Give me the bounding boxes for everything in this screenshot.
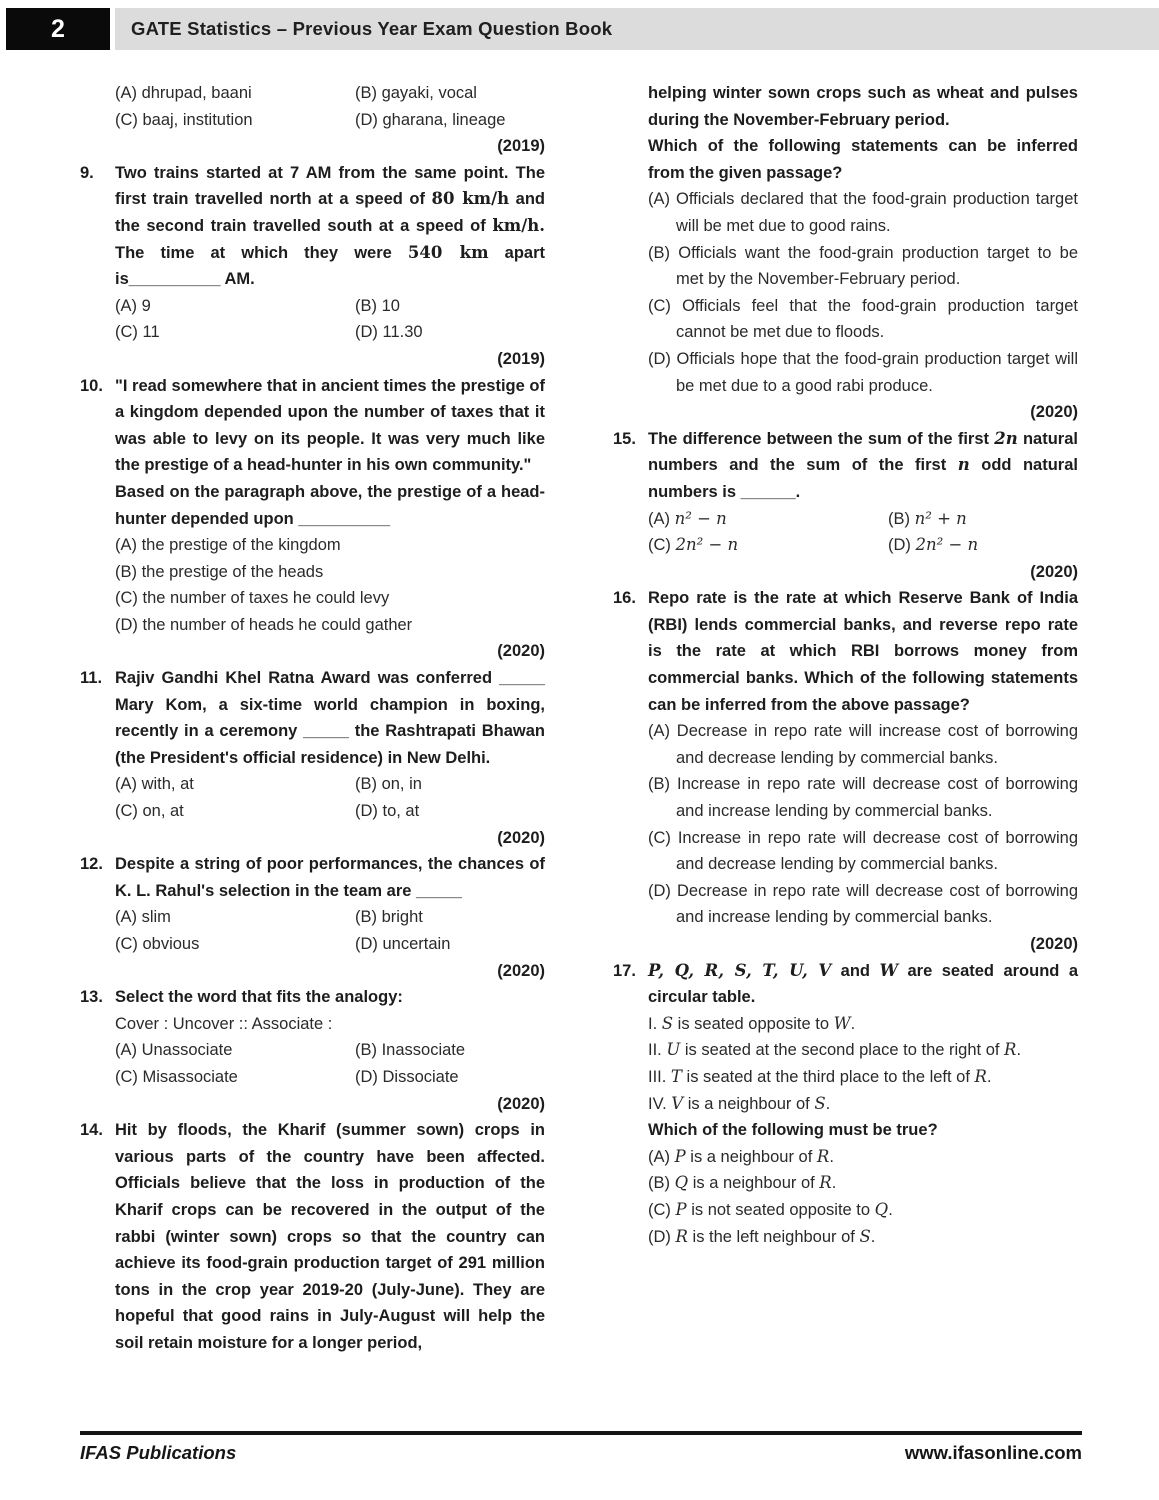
option (648, 186, 1078, 239)
text-run: 2n² − n (915, 535, 979, 555)
text-run: (A) 9 (115, 296, 151, 315)
text-run: Which of the following must be true? (648, 1121, 938, 1140)
text-run: is the left neighbour of (687, 1227, 860, 1246)
question-body (115, 160, 545, 373)
option (888, 532, 1078, 559)
year-label: (2020) (1030, 403, 1078, 422)
option (355, 1064, 545, 1091)
option (648, 771, 1078, 824)
paragraph (115, 984, 545, 1011)
option (115, 559, 545, 586)
question-body (648, 80, 1078, 426)
text-run: (C) Increase in repo rate will decrease cost of borrowing and decrease lending by commercial banks. (648, 828, 1078, 874)
year-label: (2020) (1030, 935, 1078, 953)
option (355, 771, 545, 798)
option (115, 532, 545, 559)
text-run: (C) on, at (115, 802, 184, 821)
text-run: II. (648, 1041, 667, 1060)
year-label: (2020) (497, 1094, 545, 1113)
left-column (80, 80, 545, 1357)
text-run: IV. (648, 1094, 672, 1113)
option (648, 506, 888, 533)
page-number: 2 (51, 14, 65, 43)
text-run: (D) the number of heads he could gather (115, 615, 413, 634)
question-number: 14. (80, 1121, 103, 1140)
text-run: odd natural numbers is ______. (648, 456, 1078, 501)
text-run: W (833, 1013, 851, 1033)
paragraph (648, 585, 1078, 718)
options-list (648, 1144, 1078, 1250)
option (115, 1064, 355, 1091)
paragraph (648, 426, 1078, 506)
paragraph (648, 958, 1078, 1011)
text-run: (D) uncertain (355, 935, 451, 953)
option (115, 1037, 355, 1064)
options-grid (115, 904, 545, 957)
options-grid (115, 771, 545, 824)
question-number: 12. (80, 855, 103, 874)
paragraph (115, 1011, 545, 1038)
text-run: (D) 11.30 (355, 323, 423, 342)
text-run: Select the word that fits the analogy: (115, 988, 403, 1007)
question-14 (80, 1117, 545, 1356)
question-number (80, 80, 115, 160)
options-list (648, 186, 1078, 399)
options-grid (115, 293, 545, 346)
options-grid (648, 506, 1078, 559)
text-run: and (831, 961, 880, 980)
text-run: (C) the number of taxes he could levy (115, 589, 390, 608)
text-run: (B) bright (355, 908, 423, 927)
question-body (648, 426, 1078, 586)
question-number: 10. (80, 376, 103, 395)
text-run: n² − n (674, 508, 727, 528)
option (115, 771, 355, 798)
paragraph (648, 80, 1078, 133)
year-label: (2019) (497, 349, 545, 368)
header-bar (115, 8, 1159, 50)
text-run: P (675, 1199, 687, 1219)
text-run: (A) slim (115, 908, 171, 927)
option (355, 80, 545, 107)
text-run: . (1016, 1041, 1022, 1060)
question-number: 13. (80, 988, 103, 1007)
text-run: is a neighbour of (683, 1094, 815, 1113)
text-run: (D) (648, 1227, 676, 1246)
text-run: R (675, 1226, 688, 1246)
option (115, 80, 355, 107)
text-run: (B) Inassociate (355, 1041, 466, 1060)
text-run: (C) obvious (115, 935, 200, 953)
option (115, 798, 355, 825)
text-run: (D) Officials hope that the food-grain production target will be met due to a good rabi produce. (648, 349, 1078, 395)
page-number-box (6, 8, 110, 50)
question-body (115, 665, 545, 851)
text-run: 2n (994, 428, 1018, 448)
option (648, 346, 1078, 399)
question-number: 17. (613, 961, 636, 980)
text-run: III. (648, 1067, 671, 1086)
text-run: (A) the prestige of the kingdom (115, 536, 341, 555)
option (355, 798, 545, 825)
question-number: 11. (80, 669, 103, 688)
text-run: (C) baaj, institution (115, 110, 253, 129)
text-run: The time at which they were (115, 243, 408, 262)
question-number: 16. (613, 589, 636, 608)
question-body (115, 1117, 545, 1356)
question-12 (80, 851, 545, 984)
text-run: are seated around a circular table. (648, 961, 1079, 1007)
text-run: natural numbers and the sum of the first (648, 429, 1078, 475)
text-run: (A) with, at (115, 775, 194, 794)
text-run: (C) Misassociate (115, 1067, 238, 1086)
option (115, 931, 355, 958)
text-run: P (674, 1146, 686, 1166)
question-number: 15. (613, 429, 636, 448)
text-run: (A) (648, 509, 675, 528)
option (115, 585, 545, 612)
text-run: (A) (648, 1147, 675, 1166)
paragraph (115, 1117, 545, 1356)
text-run: Based on the paragraph above, the prestige of a head-hunter depended upon __________ (115, 482, 545, 528)
option (648, 1144, 1078, 1171)
question-number: 9. (80, 163, 94, 182)
text-run: U (666, 1040, 681, 1060)
text-run: . (831, 1174, 837, 1193)
option (648, 532, 888, 559)
option (355, 904, 545, 931)
text-run: P, Q, R, S, T, U, V (648, 960, 832, 980)
question-11 (80, 665, 545, 851)
text-run: Despite a string of poor performances, the chances of K. L. Rahul's selection in the team are _____ (115, 855, 545, 900)
question-body (648, 585, 1078, 957)
question-10 (80, 373, 545, 666)
text-run: (D) to, at (355, 802, 420, 821)
text-run: (B) 10 (355, 296, 400, 315)
text-run: Rajiv Gandhi Khel Ratna Award was conferred _____ Mary Kom, a six-time world champion in boxing, recently in a ceremony _____ the Rashtrapati Bhawan (the President's official residence) in New Delhi. (115, 669, 545, 767)
paragraph (648, 1117, 1078, 1144)
text-run: . (888, 1200, 893, 1219)
text-run: . (829, 1147, 834, 1166)
text-run: "I read somewhere that in ancient times the prestige of a kingdom depended upon the number of taxes that it was able to levy on its people. It was very much like the prestige of a head-hunter in his own community." (115, 376, 545, 475)
option (648, 878, 1078, 931)
option (648, 718, 1078, 771)
options-grid (115, 80, 545, 133)
footer-publisher: IFAS Publications (80, 1442, 237, 1463)
text-run: (B) Increase in repo rate will decrease cost of borrowing and increase lending by commercial banks. (648, 775, 1078, 821)
option (648, 1037, 1078, 1064)
text-run: I. (648, 1014, 662, 1033)
option (355, 319, 545, 346)
options-list (648, 718, 1078, 931)
text-run: is a neighbour of (688, 1174, 820, 1193)
text-run: (D) Dissociate (355, 1067, 459, 1086)
options-list (648, 1011, 1078, 1117)
text-run: Which of the following statements can be inferred from the given passage? (648, 137, 1078, 182)
option (888, 506, 1078, 533)
text-run: Q (874, 1199, 889, 1219)
options-grid (115, 1037, 545, 1090)
text-run: is not seated opposite to (686, 1200, 875, 1219)
option (115, 904, 355, 931)
question-15 (613, 426, 1078, 586)
paragraph (115, 665, 545, 771)
question-continuation (613, 80, 1078, 426)
text-run: (D) Decrease in repo rate will decrease cost of borrowing and increase lending by commercial banks. (648, 881, 1078, 927)
question-continuation (80, 80, 545, 160)
text-run: Hit by floods, the Kharif (summer sown) crops in various parts of the country have been affected. Officials believe that the loss in production of the Kharif crops can be recovered in the output of the rabbi (winter sown) crops so that the country can achieve its food-grain production target of 291 million tons in the crop year 2019-20 (July-June). They are hopeful that good rains in July-August will help the soil retain moisture for a longer period, (115, 1121, 545, 1352)
text-run: S (859, 1226, 871, 1246)
text-run: Repo rate is the rate at which Reserve Bank of India (RBI) lends commercial banks, and reverse repo rate is the rate at which RBI borrows money from commercial banks. Which of the following statements can be inferred from the above passage? (648, 589, 1078, 714)
option (648, 293, 1078, 346)
question-body (648, 958, 1078, 1251)
text-run: km/h. (492, 215, 545, 235)
option (115, 293, 355, 320)
options-list (115, 532, 545, 638)
option (355, 107, 545, 134)
text-run: (C) (648, 1200, 676, 1219)
text-run: 540 km (407, 242, 489, 262)
text-run: R (816, 1146, 830, 1166)
paragraph (115, 373, 545, 479)
text-run: Q (674, 1173, 689, 1193)
text-run: is seated at the third place to the left of (681, 1067, 975, 1086)
text-run: n² + n (914, 508, 967, 528)
text-run: R (819, 1173, 832, 1193)
text-run: is seated at the second place to the right of (680, 1041, 1005, 1060)
text-run: (A) Officials declared that the food-grain production target will be met due to good rains. (648, 190, 1078, 235)
option (355, 931, 545, 958)
text-run: apart is__________ AM. (115, 243, 545, 289)
text-run: T (670, 1066, 682, 1086)
footer-divider (80, 1431, 1082, 1435)
year-label: (2020) (497, 828, 545, 847)
text-run: is seated opposite to (673, 1014, 834, 1033)
year-label: (2020) (497, 961, 545, 980)
text-run: R (1004, 1040, 1017, 1060)
option (648, 825, 1078, 878)
text-run: (A) Decrease in repo rate will increase cost of borrowing and decrease lending by commercial banks. (648, 722, 1078, 767)
option (115, 319, 355, 346)
question-17 (613, 958, 1078, 1251)
option (648, 1064, 1078, 1091)
text-run: (D) (888, 536, 916, 555)
text-run: helping winter sown crops such as wheat and pulses during the November-February period. (648, 84, 1078, 129)
paragraph (115, 160, 545, 293)
option (648, 1011, 1078, 1038)
text-run: . (870, 1227, 876, 1246)
text-run: (B) gayaki, vocal (355, 84, 477, 102)
text-run: W (879, 960, 899, 980)
text-run: (C) (648, 536, 676, 555)
text-run: 80 km/h (431, 189, 510, 209)
text-run: R (974, 1066, 987, 1086)
option (648, 1224, 1078, 1251)
option (355, 1037, 545, 1064)
text-run: (B) on, in (355, 775, 422, 794)
text-run: n (957, 455, 970, 475)
text-run: The difference between the sum of the first (648, 429, 995, 448)
page-title: GATE Statistics – Previous Year Exam Question Book (131, 18, 613, 39)
question-body (115, 984, 545, 1117)
year-label: (2019) (497, 137, 545, 156)
text-run: and the second train travelled south at a speed of (115, 190, 545, 235)
option (648, 240, 1078, 293)
text-run: S (814, 1093, 826, 1113)
text-run: S (661, 1013, 674, 1033)
text-run: is a neighbour of (685, 1147, 817, 1166)
text-run: (B) the prestige of the heads (115, 562, 324, 581)
text-run: (B) Officials want the food-grain production target to be met by the November-February period. (648, 243, 1078, 289)
text-run: (C) 11 (115, 323, 160, 342)
text-run: . (986, 1067, 992, 1086)
footer-website: www.ifasonline.com (904, 1442, 1082, 1463)
question-body (115, 851, 545, 984)
option (648, 1197, 1078, 1224)
question-9 (80, 160, 545, 373)
text-run: (B) (888, 509, 915, 528)
text-run: Two trains started at 7 AM from the same point. The first train travelled north at a speed of (115, 163, 545, 209)
text-run: (A) dhrupad, baani (115, 84, 252, 102)
text-run: . (825, 1094, 831, 1113)
question-16 (613, 585, 1078, 957)
option (648, 1091, 1078, 1118)
option (648, 1170, 1078, 1197)
year-label: (2020) (1030, 562, 1078, 581)
question-13 (80, 984, 545, 1117)
question-body (115, 373, 545, 666)
right-column (613, 80, 1078, 1250)
text-run: (D) gharana, lineage (355, 110, 506, 129)
option (355, 293, 545, 320)
question-body (115, 80, 545, 160)
text-run: 2n² − n (675, 535, 739, 555)
paragraph (648, 133, 1078, 186)
option (115, 107, 355, 134)
text-run: Cover : Uncover :: Associate : (115, 1014, 333, 1033)
year-label: (2020) (497, 642, 545, 661)
text-run: V (671, 1093, 684, 1113)
question-number (613, 80, 648, 426)
text-run: (B) (648, 1174, 675, 1193)
option (115, 612, 545, 639)
paragraph (115, 479, 545, 532)
text-run: (A) Unassociate (115, 1041, 233, 1060)
text-run: . (850, 1014, 856, 1033)
text-run: (C) Officials feel that the food-grain production target cannot be met due to floods. (648, 296, 1078, 342)
paragraph (115, 851, 545, 904)
